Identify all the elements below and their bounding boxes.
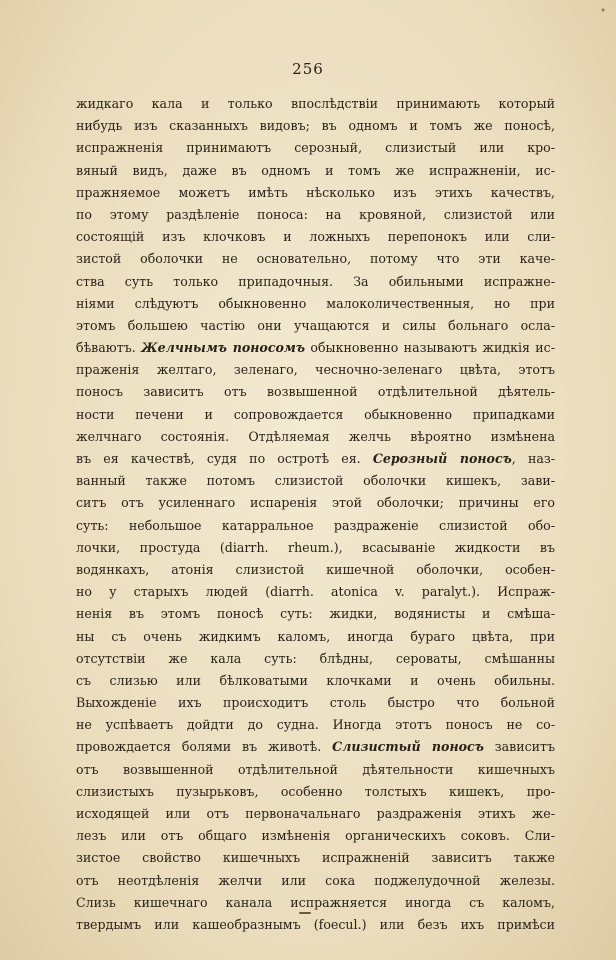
page-number: 256 — [292, 60, 324, 78]
text-segment: Слизь кишечнаго канала испражняется иногда съ каломъ, — [76, 894, 555, 910]
text-segment: жидкаго кала и только впослѣдствіи принимають который — [76, 96, 555, 111]
text-line — [76, 470, 555, 492]
text-segment: поносъ зависитъ отъ возвышенной отдѣлительной дѣятель- — [76, 384, 555, 400]
text-line — [76, 648, 555, 670]
text-line — [76, 825, 555, 847]
text-segment: отъ возвышенной отдѣлительной дѣятельности кишечныхъ — [76, 761, 555, 777]
text-line — [76, 404, 555, 426]
emphasized-term: Серозный поносъ — [372, 451, 512, 466]
text-line — [76, 781, 555, 803]
emphasized-term: Слизистый поносъ — [332, 739, 484, 755]
text-segment: ситъ отъ усиленнаго испаренія этой оболочки; причины его — [76, 495, 555, 511]
text-line — [76, 759, 555, 781]
text-line — [76, 337, 555, 359]
text-segment: нибудь изъ сказанныхъ видовъ; въ одномъ и томъ же поносѣ, — [76, 118, 555, 134]
text-segment: съ слизью или бѣлковатыми клочками и очень обильны. — [76, 672, 555, 688]
text-line — [76, 293, 555, 315]
text-segment: по этому раздѣленіе поноса: на кровяной, слизистой или — [76, 206, 555, 222]
text-line — [76, 803, 555, 825]
text-line — [76, 160, 555, 182]
text-segment: провождается болями въ животѣ. — [76, 739, 333, 755]
text-segment: но у старыхъ людей (diarrh. atonica v. paralyt.). Испраж- — [76, 584, 555, 600]
text-segment: Выхожденіе ихъ происходитъ столь быстро что больной — [76, 695, 555, 711]
text-line — [76, 626, 555, 648]
text-segment: праженія желтаго, зеленаго, чесночно-зеленаго цвѣта, этотъ — [76, 362, 555, 378]
text-line — [76, 426, 555, 448]
text-line — [76, 359, 555, 381]
text-line — [76, 248, 555, 270]
body-text — [76, 93, 555, 936]
text-segment: ніями слѣдуютъ обыкновенно малоколичественныя, но при — [76, 295, 555, 311]
text-line — [76, 515, 555, 537]
text-segment: этомъ большею частію они учащаются и силы больнаго осла- — [76, 317, 555, 333]
text-segment: не успѣваетъ дойдти до судна. Иногда этотъ поносъ не со- — [76, 717, 555, 733]
text-segment: ны съ очень жидкимъ каломъ, иногда бураго цвѣта, при — [76, 628, 555, 644]
text-segment: водянкахъ, атонія слизистой кишечной оболочки, особен- — [76, 561, 555, 577]
text-line — [76, 537, 555, 559]
text-line — [76, 714, 555, 736]
text-segment: ства суть только припадочныя. За обильными испражне- — [76, 273, 555, 289]
bottom-ornament — [299, 912, 311, 914]
text-segment: слизистыхъ пузырьковъ, особенно толстыхъ кишекъ, про- — [76, 783, 555, 799]
text-segment: зистой оболочки не основательно, потому что эти каче- — [76, 251, 555, 267]
text-line — [76, 271, 555, 293]
text-segment: исходящей или отъ первоначальнаго раздраженія этихъ же- — [76, 806, 555, 821]
text-line — [76, 670, 555, 692]
text-line — [76, 581, 555, 603]
text-line — [76, 182, 555, 204]
text-segment: ванный также потомъ слизистой оболочки кишекъ, зави- — [76, 473, 555, 489]
text-segment: зистое свойство кишечныхъ испражненій зависитъ также — [76, 850, 555, 866]
text-segment: бѣваютъ. — [76, 340, 142, 356]
text-segment: твердымъ или кашеобразнымъ (foecul.) или безъ ихъ примѣси — [76, 916, 555, 932]
text-segment: ненія въ этомъ поносѣ суть: жидки, водянисты и смѣша- — [76, 606, 555, 622]
text-line — [76, 93, 555, 115]
text-line — [76, 492, 555, 514]
text-segment: желчнаго состоянія. Отдѣляемая желчь вѣроятно измѣнена — [76, 428, 555, 444]
corner-mark: • — [600, 6, 606, 17]
text-line — [76, 448, 555, 470]
text-segment: отсутствіи же кала суть: блѣдны, сероваты, смѣшанны — [76, 650, 555, 666]
text-line — [76, 115, 555, 137]
text-segment: лезъ или отъ общаго измѣненія органическихъ соковъ. Сли- — [76, 828, 555, 844]
text-line — [76, 692, 555, 714]
text-segment: суть: небольшое катарральное раздраженіе слизистой обо- — [76, 517, 555, 533]
text-segment: обыкновенно называютъ жидкія ис- — [305, 340, 555, 356]
text-line — [76, 315, 555, 337]
text-segment: отъ неотдѣленія желчи или сока поджелудочной железы. — [76, 872, 555, 888]
text-segment: въ ея качествѣ, судя по остротѣ ея. — [76, 451, 373, 466]
text-line — [76, 847, 555, 869]
text-line — [76, 226, 555, 248]
emphasized-term: Желчнымъ поносомъ — [141, 340, 306, 356]
text-segment: зависитъ — [483, 739, 555, 755]
text-segment: испражненія принимаютъ серозный, слизистый или кро- — [76, 140, 555, 156]
text-segment: , наз- — [511, 451, 555, 466]
text-segment: лочки, простуда (diarrh. rheum.), всасываніе жидкости въ — [76, 539, 555, 555]
text-segment: пражняемое можетъ имѣть нѣсколько изъ этихъ качествъ, — [76, 184, 555, 200]
text-segment: состоящій изъ клочковъ и ложныхъ перепонокъ или сли- — [76, 229, 555, 245]
text-line — [76, 137, 555, 159]
text-line — [76, 892, 555, 914]
text-line — [76, 736, 555, 758]
text-line — [76, 204, 555, 226]
text-line — [76, 914, 555, 936]
text-line — [76, 603, 555, 625]
text-segment: ности печени и сопровождается обыкновенно припадками — [76, 406, 555, 422]
text-line — [76, 870, 555, 892]
text-line — [76, 381, 555, 403]
text-segment: вяный видъ, даже въ одномъ и томъ же испражненіи, ис- — [76, 162, 555, 178]
text-line — [76, 559, 555, 581]
